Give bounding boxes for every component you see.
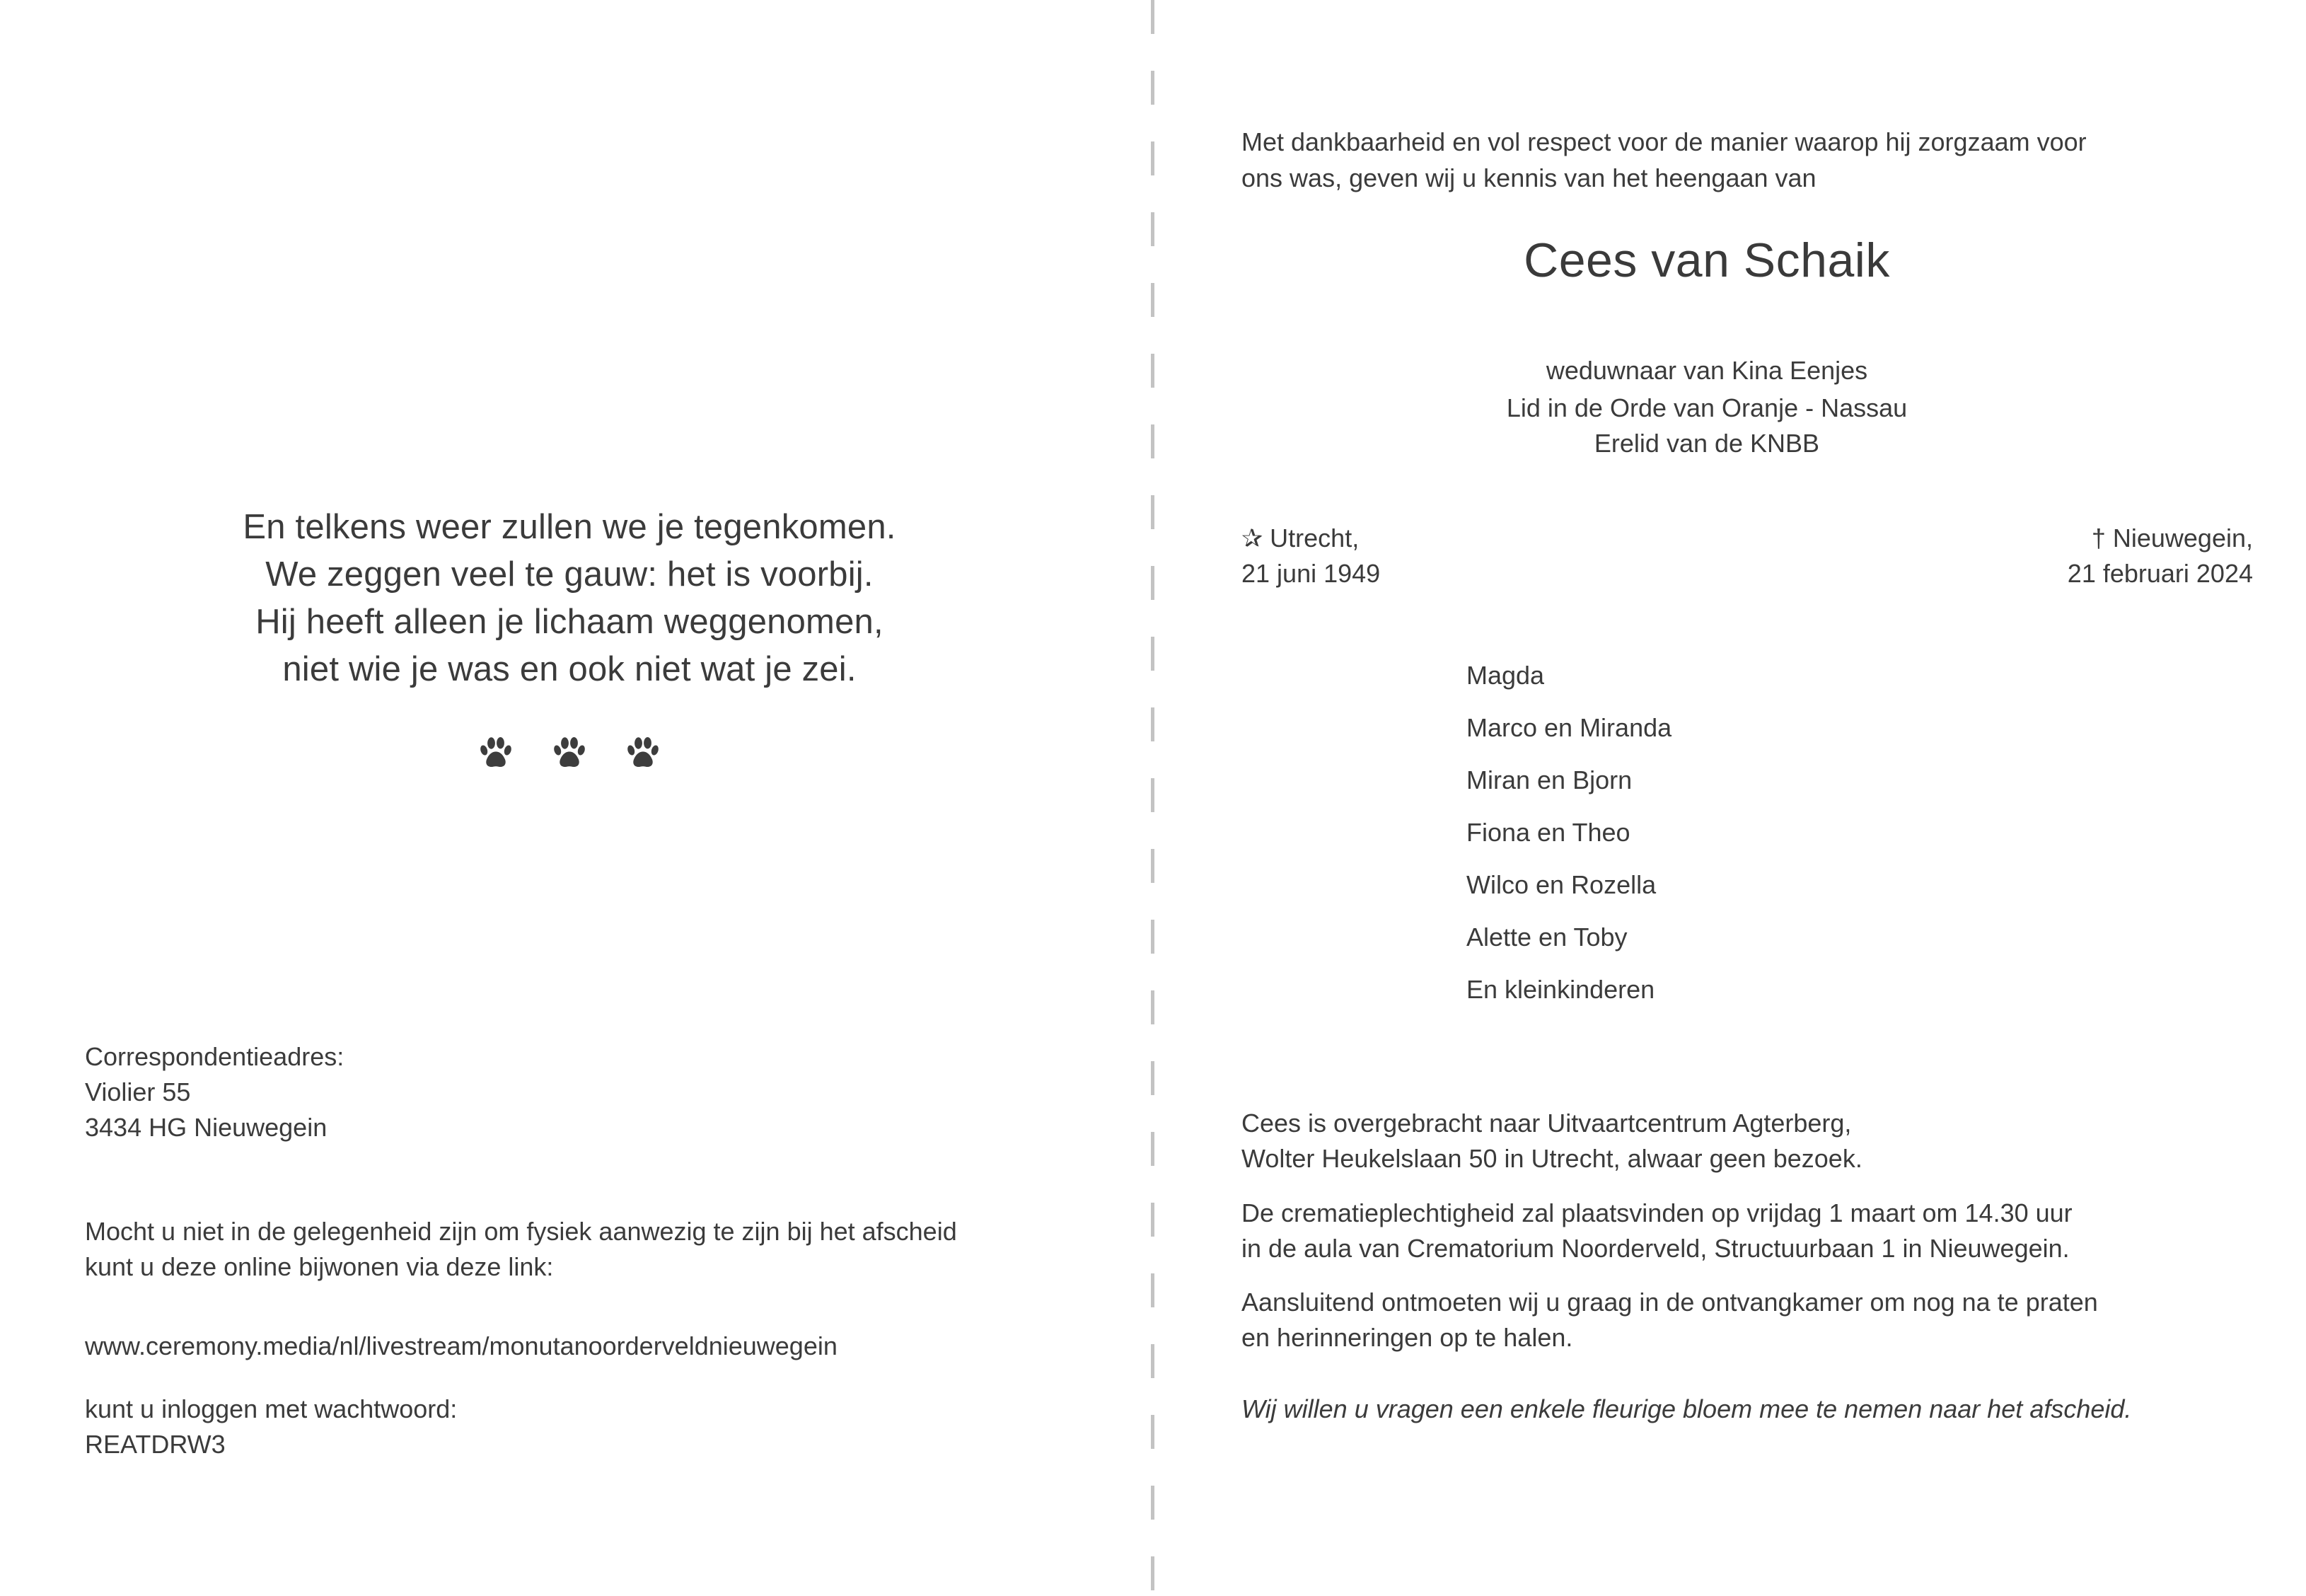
family-member: Magda bbox=[1466, 661, 1545, 690]
livestream-intro-line-2: kunt u deze online bijwonen via deze link: bbox=[85, 1252, 554, 1281]
family-member: Fiona en Theo bbox=[1466, 818, 1630, 847]
announcement-intro-line-2: ons was, geven wij u kennis van het heengaan van bbox=[1241, 163, 1817, 192]
flower-request-text: Wij willen u vragen een enkele fleurige bloem mee te nemen naar het afscheid. bbox=[1241, 1394, 2132, 1423]
birth-info bbox=[1241, 521, 1380, 591]
transfer-info bbox=[1241, 1106, 2260, 1176]
birth-date: 21 juni 1949 bbox=[1241, 559, 1381, 588]
poem-line-2: We zeggen veel te gauw: het is voorbij. bbox=[265, 555, 874, 594]
livestream-intro bbox=[85, 1214, 1075, 1285]
correspondence-street: Violier 55 bbox=[85, 1077, 191, 1106]
reception-info bbox=[1241, 1285, 2260, 1355]
flower-request bbox=[1241, 1392, 2260, 1427]
death-info bbox=[2068, 521, 2253, 591]
birth-place-line bbox=[1241, 521, 1380, 556]
honours-list bbox=[1155, 391, 2259, 461]
livestream-url-text[interactable]: www.ceremony.media/nl/livestream/monutanoorderveldnieuwegein bbox=[85, 1331, 838, 1360]
announcement-intro-line-1: Met dankbaarheid en vol respect voor de manier waarop hij zorgzaam voor bbox=[1241, 127, 2087, 156]
announcement-intro bbox=[1241, 124, 2253, 196]
birth-death-row bbox=[1241, 521, 2253, 591]
family-member: Wilco en Rozella bbox=[1466, 870, 1657, 899]
livestream-intro-line-1: Mocht u niet in de gelegenheid zijn om fysiek aanwezig te zijn bij het afscheid bbox=[85, 1217, 957, 1246]
ceremony-line-1: De crematieplechtigheid zal plaatsvinden op vrijdag 1 maart om 14.30 uur bbox=[1241, 1198, 2073, 1227]
transfer-line-2: Wolter Heukelslaan 50 in Utrecht, alwaar geen bezoek. bbox=[1241, 1144, 1862, 1173]
right-page bbox=[1155, 0, 2306, 1596]
death-dagger-icon: † bbox=[2091, 524, 2106, 553]
paw-print-divider bbox=[85, 736, 1054, 771]
reception-line-2: en herinneringen op te halen. bbox=[1241, 1323, 1573, 1352]
fold-divider bbox=[1151, 0, 1154, 1596]
correspondence-label: Correspondentieadres: bbox=[85, 1042, 344, 1071]
family-member: Alette en Toby bbox=[1466, 923, 1628, 952]
poem bbox=[85, 504, 1054, 693]
birth-star-icon: ✰ bbox=[1241, 524, 1263, 553]
deceased-name: Cees van Schaik bbox=[1524, 233, 1890, 287]
transfer-line-1: Cees is overgebracht naar Uitvaartcentrum Agterberg, bbox=[1241, 1109, 1852, 1138]
ceremony-line-2: in de aula van Crematorium Noorderveld, Structuurbaan 1 in Nieuwegein. bbox=[1241, 1234, 2070, 1263]
death-date: 21 februari 2024 bbox=[2067, 559, 2253, 588]
death-place-line bbox=[2068, 521, 2253, 556]
reception-line-1: Aansluitend ontmoeten wij u graag in de ontvangkamer om nog na te praten bbox=[1241, 1288, 2098, 1317]
ceremony-info bbox=[1241, 1196, 2260, 1266]
livestream-password-value: REATDRW3 bbox=[85, 1430, 226, 1459]
family-member: En kleinkinderen bbox=[1466, 975, 1655, 1004]
livestream-url[interactable] bbox=[85, 1329, 1089, 1364]
spouse-line: weduwnaar van Kina Eenjes bbox=[1546, 356, 1868, 385]
honour-item-2: Erelid van de KNBB bbox=[1594, 429, 1820, 458]
correspondence-city: 3434 HG Nieuwegein bbox=[85, 1113, 328, 1142]
family-member: Miran en Bjorn bbox=[1466, 765, 1633, 794]
death-place: Nieuwegein, bbox=[2112, 524, 2253, 553]
birth-place: Utrecht, bbox=[1270, 524, 1360, 553]
poem-line-4: niet wie je was en ook niet wat je zei. bbox=[282, 650, 857, 688]
family-member: Marco en Miranda bbox=[1466, 713, 1672, 742]
livestream-password-label: kunt u inloggen met wachtwoord: bbox=[85, 1394, 458, 1423]
paw-print-icon bbox=[480, 736, 511, 771]
family-list bbox=[1466, 662, 2244, 1029]
honour-item-1: Lid in de Orde van Oranje - Nassau bbox=[1506, 393, 1908, 422]
left-page bbox=[0, 0, 1151, 1596]
livestream-password-block bbox=[85, 1392, 1089, 1462]
poem-line-1: En telkens weer zullen we je tegenkomen. bbox=[243, 508, 896, 546]
paw-print-icon bbox=[554, 736, 585, 771]
correspondence-address bbox=[85, 1039, 1089, 1145]
poem-line-3: Hij heeft alleen je lichaam weggenomen, bbox=[255, 603, 883, 641]
paw-print-icon bbox=[627, 736, 659, 771]
